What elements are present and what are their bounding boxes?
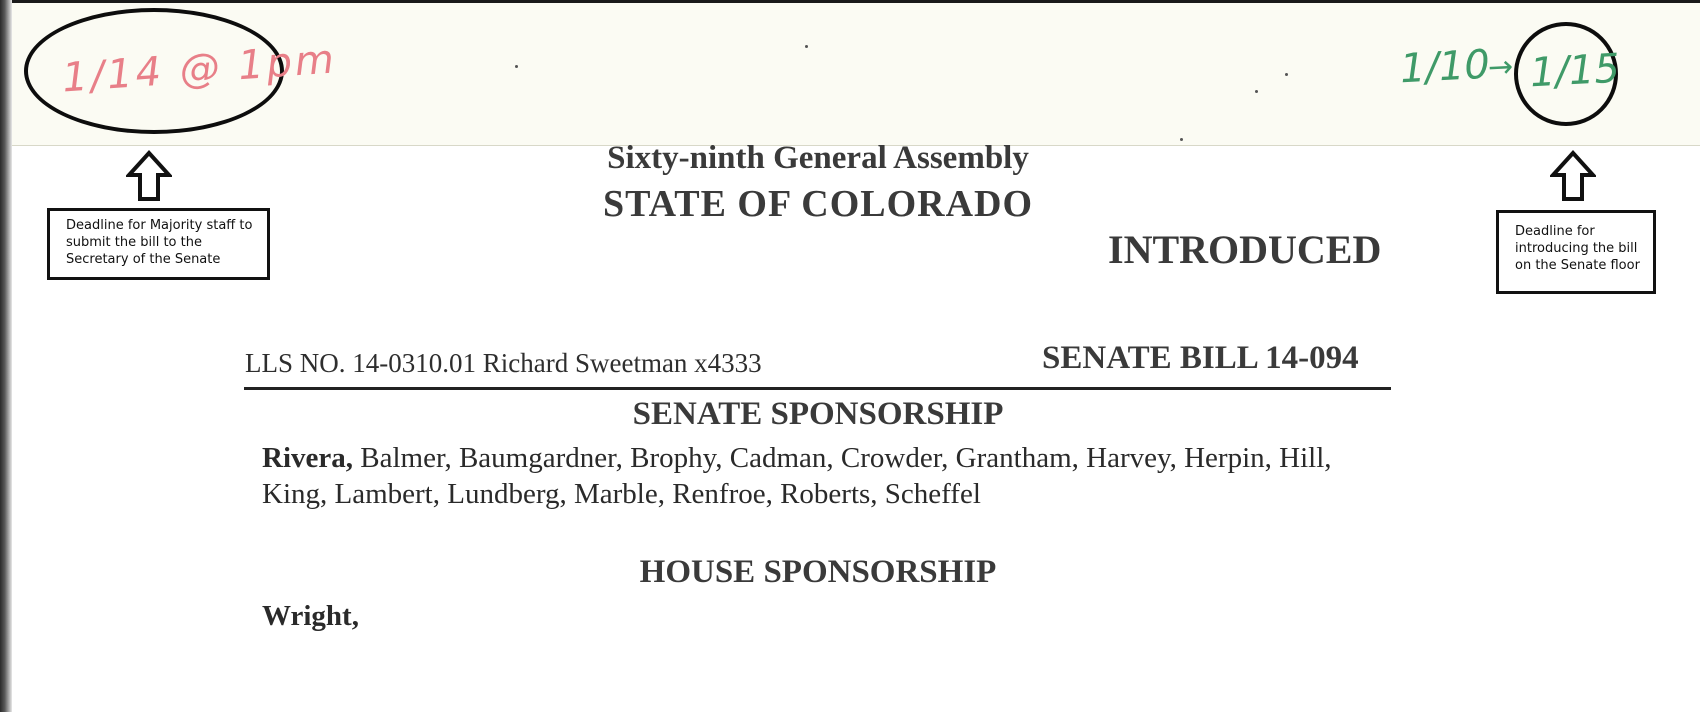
up-arrow-icon [126, 150, 172, 202]
callout-line: on the Senate floor [1515, 258, 1640, 273]
left-callout-box [47, 208, 270, 280]
right-callout-box [1496, 210, 1656, 294]
senate-sponsorship-heading: SENATE SPONSORSHIP [632, 396, 1004, 432]
senate-prime-sponsor: Rivera, [262, 442, 353, 474]
callout-line: introducing the bill [1515, 241, 1638, 256]
left-handwritten-deadline: 1/14 @ 1pm [60, 36, 339, 102]
bill-number: SENATE BILL 14-094 [1042, 340, 1359, 376]
right-handwritten-arrow: → [1487, 49, 1515, 86]
house-prime-sponsor: Wright, [262, 600, 359, 632]
house-sponsorship-heading: HOUSE SPONSORSHIP [639, 554, 997, 590]
scan-speck [1255, 90, 1258, 93]
right-handwritten-original-date: 1/10 [1398, 41, 1491, 93]
assembly-title: Sixty-ninth General Assembly [607, 140, 1029, 176]
right-handwritten-new-date: 1/15 [1528, 45, 1621, 97]
senate-sponsors-line-1 [262, 440, 1332, 476]
callout-line: Secretary of the Senate [66, 252, 221, 267]
scan-edge-shadow [0, 0, 12, 712]
scan-speck [805, 45, 808, 48]
introduced-status: INTRODUCED [1108, 227, 1382, 272]
lls-number: LLS NO. 14-0310.01 Richard Sweetman x4333 [245, 348, 762, 378]
senate-cosponsors: Balmer, Baumgardner, Brophy, Cadman, Crowder, Grantham, Harvey, Herpin, Hill, [353, 442, 1332, 474]
callout-line: Deadline for Majority staff to [66, 218, 253, 233]
state-title: STATE OF COLORADO [602, 183, 1034, 225]
callout-line: submit the bill to the [66, 235, 202, 250]
scan-speck [515, 65, 518, 68]
senate-sponsors-line-2: King, Lambert, Lundberg, Marble, Renfroe, Roberts, Scheffel [262, 478, 981, 510]
scan-speck [1180, 138, 1183, 141]
callout-line: Deadline for [1515, 224, 1595, 239]
header-rule [244, 387, 1391, 390]
up-arrow-icon [1550, 150, 1596, 202]
scan-speck [1285, 73, 1288, 76]
